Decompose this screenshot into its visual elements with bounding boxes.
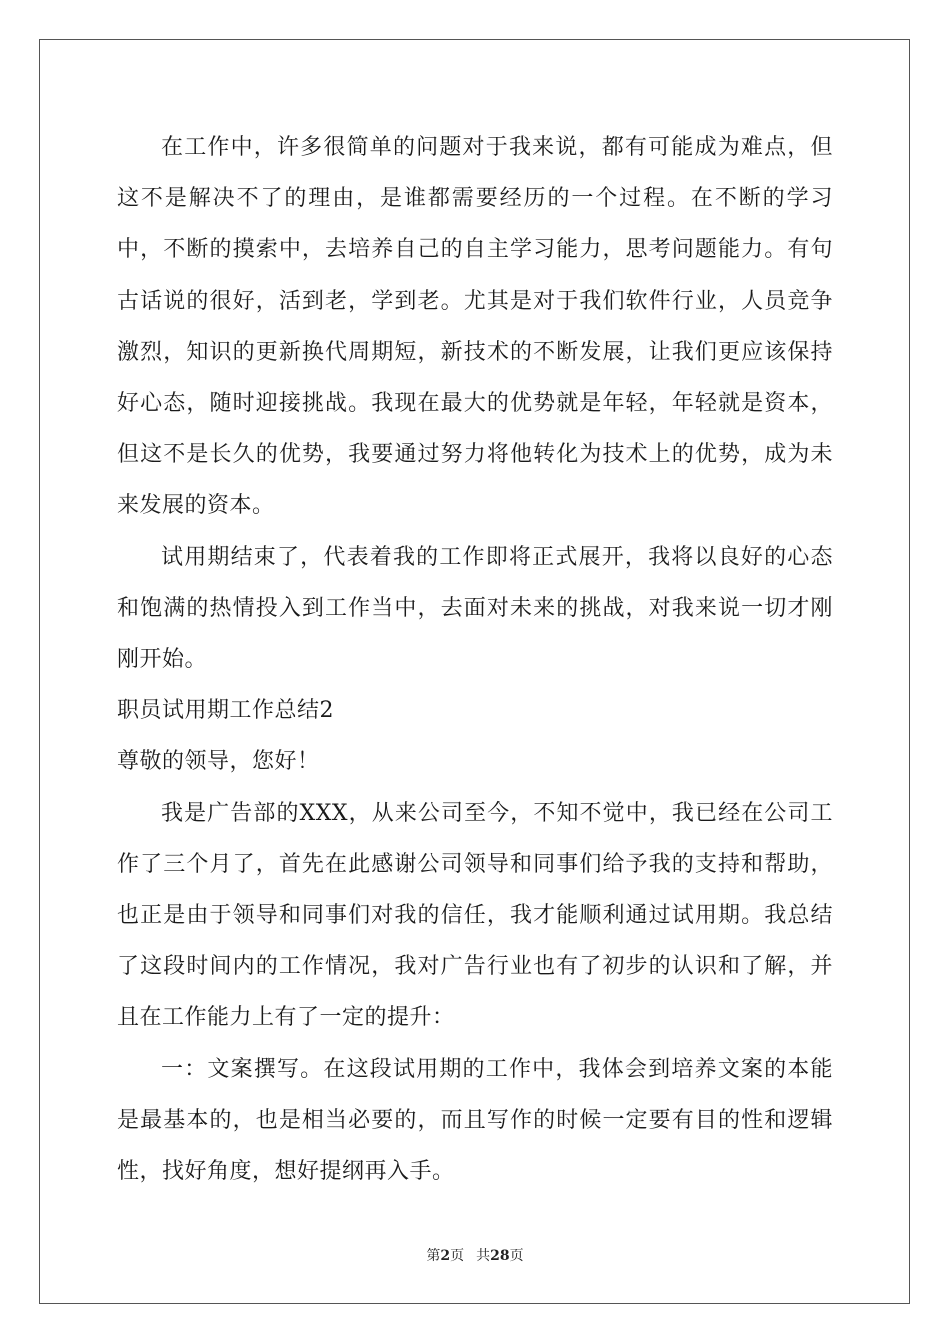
section-title: 职员试用期工作总结2 xyxy=(117,698,334,724)
footer-prefix: 第 xyxy=(426,1248,441,1264)
total-pages-number: 28 xyxy=(490,1248,510,1264)
current-page-number: 2 xyxy=(440,1248,451,1264)
document-body xyxy=(117,122,833,1197)
paragraph-body: 试用期结束了，代表着我的工作即将正式展开，我将以良好的心态和饱满的热情投入到工作当中，去面对未来的挑战，对我来说一切才刚刚开始。 xyxy=(117,544,833,673)
footer-total-prefix: 共 xyxy=(476,1248,491,1264)
paragraph-body: 在工作中，许多很简单的问题对于我来说，都有可能成为难点，但这不是解决不了的理由，是谁都需要经历的一个过程。在不断的学习中，不断的摸索中，去培养自己的自主学习能力，思考问题能力。有句古话说的很好，活到老，学到老。尤其是对于我们软件行业，人员竞争激烈，知识的更新换代周期短，新技术的不断发展，让我们更应该保持好心态，随时迎接挑战。我现在最大的优势就是年轻，年轻就是资本，但这不是长久的优势，我要通过努力将他转化为技术上的优势，成为未来发展的资本。 xyxy=(117,135,833,519)
paragraph-body: 我是广告部的XXX，从来公司至今，不知不觉中，我已经在公司工作了三个月了，首先在此感谢公司领导和同事们给予我的支持和帮助，也正是由于领导和同事们对我的信任，我才能顺利通过试用期。我总结了这段时间内的工作情况，我对广告行业也有了初步的认识和了解，并且在工作能力上有了一定的提升： xyxy=(117,800,833,1031)
footer-total-unit: 页 xyxy=(509,1248,524,1264)
salutation: 尊敬的领导，您好！ xyxy=(117,749,320,775)
paragraph-body: 一：文案撰写。在这段试用期的工作中，我体会到培养文案的本能是最基本的，也是相当必要的，而且写作的时候一定要有目的性和逻辑性，找好角度，想好提纲再入手。 xyxy=(117,1056,833,1185)
page-footer xyxy=(0,1245,950,1265)
footer-page-unit: 页 xyxy=(450,1248,465,1264)
